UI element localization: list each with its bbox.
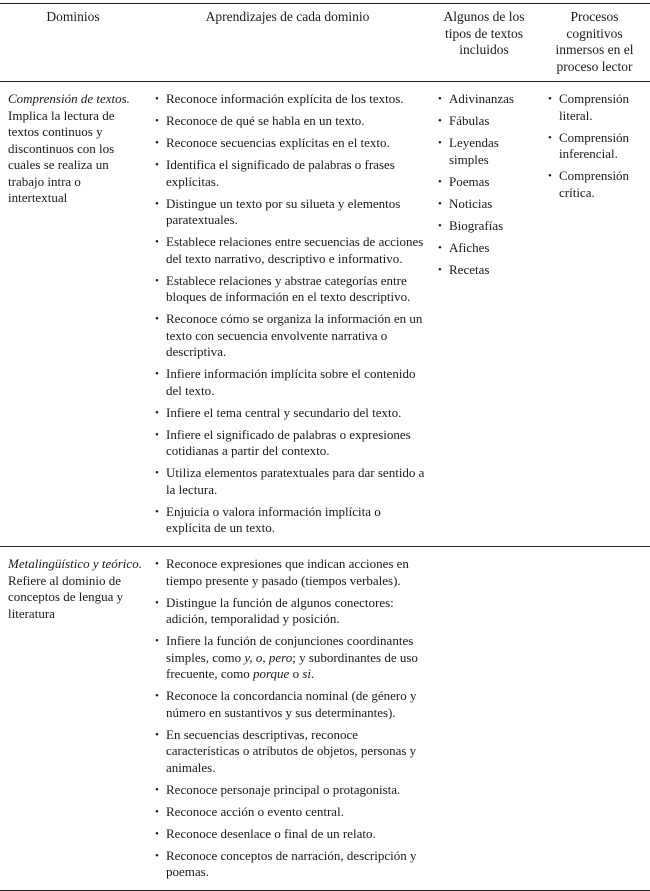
- domain-title: Metalingüístico y teórico.: [8, 556, 142, 571]
- list-item: • Reconoce la concordancia nominal (de género y número en sustantivos y sus determinantes).: [154, 688, 425, 721]
- domain-desc: Refiere al dominio de conceptos de lengua y literatura: [8, 572, 124, 621]
- item-text-part: y, o, pero: [244, 649, 293, 665]
- list-item: • Afiches: [437, 240, 535, 257]
- list-item: • Establece relaciones entre secuencias de acciones del texto narrativo, descriptivo e informativo.: [154, 234, 425, 267]
- list-item: • Enjuicia o valora información implícita o explícita de un texto.: [154, 504, 425, 537]
- list-item: • Establece relaciones y abstrae categorías entre bloques de información en el texto descriptivo.: [154, 273, 425, 306]
- domain-cell: [0, 547, 146, 891]
- domains-table: [0, 3, 650, 891]
- list-item: • Utiliza elementos paratextuales para dar sentido a la lectura.: [154, 465, 425, 498]
- list-item: • Reconoce de qué se habla en un texto.: [154, 113, 425, 130]
- item-text-part: Infiere la función de conjunciones coordinantes simples, como: [166, 633, 414, 665]
- item-text-part: o: [289, 666, 303, 681]
- header-dominios: Dominios: [0, 4, 146, 82]
- list-item: • Reconoce acción o evento central.: [154, 804, 425, 821]
- table-row: [0, 82, 650, 547]
- list-item: • Distingue la función de algunos conectores: adición, temporalidad y posición.: [154, 595, 425, 628]
- list-item: • Infiere el significado de palabras o expresiones cotidianas a partir del contexto.: [154, 427, 425, 460]
- list-item: • Fábulas: [437, 113, 535, 130]
- list-item: • Infiere el tema central y secundario del texto.: [154, 405, 425, 422]
- item-text-part: porque: [252, 666, 290, 681]
- text-types-list: [437, 91, 535, 278]
- item-text-part: .: [311, 666, 315, 681]
- learnings-list: [154, 91, 425, 537]
- learnings-cell: [146, 547, 429, 891]
- item-text-part: ; y subordinantes de uso frecuente, como: [166, 649, 418, 681]
- list-item: • Reconoce cómo se organiza la información en un texto con secuencia envolvente narrativa o descriptiva.: [154, 311, 425, 361]
- list-item: • Poemas: [437, 174, 535, 191]
- list-item: • Recetas: [437, 262, 535, 279]
- list-item: • Reconoce secuencias explícitas en el texto.: [154, 135, 425, 152]
- processes-cell: [539, 547, 650, 891]
- processes-cell: [539, 82, 650, 547]
- list-item: • Reconoce personaje principal o protagonista.: [154, 782, 425, 799]
- list-item: • Biografías: [437, 218, 535, 235]
- header-row: [0, 4, 650, 82]
- list-item: • En secuencias descriptivas, reconoce características o atributos de objetos, personas y animales.: [154, 727, 425, 777]
- processes-list: [547, 91, 646, 201]
- domain-cell: [0, 82, 146, 547]
- domain-desc: Implica la lectura de textos continuos y discontinuos con los cuales se realiza un trabajo intra o intertextual: [8, 107, 115, 205]
- list-item: • Comprensión inferencial.: [547, 130, 646, 163]
- list-item: • Reconoce expresiones que indican acciones en tiempo presente y pasado (tiempos verbales).: [154, 556, 425, 589]
- list-item: • Comprensión literal.: [547, 91, 646, 124]
- table-row: [0, 547, 650, 891]
- item-text-part: si: [302, 666, 312, 681]
- list-item: • Adivinanzas: [437, 91, 535, 108]
- list-item: • Identifica el significado de palabras o frases explícitas.: [154, 157, 425, 190]
- list-item: • Distingue un texto por su silueta y elementos paratextuales.: [154, 196, 425, 229]
- header-tipos-textos: Algunos de los tipos de textos incluidos: [429, 4, 539, 82]
- list-item: • Infiere información implícita sobre el contenido del texto.: [154, 366, 425, 399]
- learnings-cell: [146, 82, 429, 547]
- text-types-cell: [429, 547, 539, 891]
- list-item: • Reconoce conceptos de narración, descripción y poemas.: [154, 848, 425, 881]
- list-item: [154, 633, 425, 683]
- list-item: • Reconoce desenlace o final de un relato.: [154, 826, 425, 843]
- list-item: • Leyendas simples: [437, 135, 535, 168]
- header-procesos: Procesos cognitivos inmersos en el proceso lector: [539, 4, 650, 82]
- domain-title: Comprensión de textos.: [8, 91, 130, 106]
- learnings-list: [154, 556, 425, 881]
- text-types-cell: [429, 82, 539, 547]
- list-item: • Noticias: [437, 196, 535, 213]
- list-item: • Reconoce información explícita de los textos.: [154, 91, 425, 108]
- header-aprendizajes: Aprendizajes de cada dominio: [146, 4, 429, 82]
- list-item: • Comprensión crítica.: [547, 168, 646, 201]
